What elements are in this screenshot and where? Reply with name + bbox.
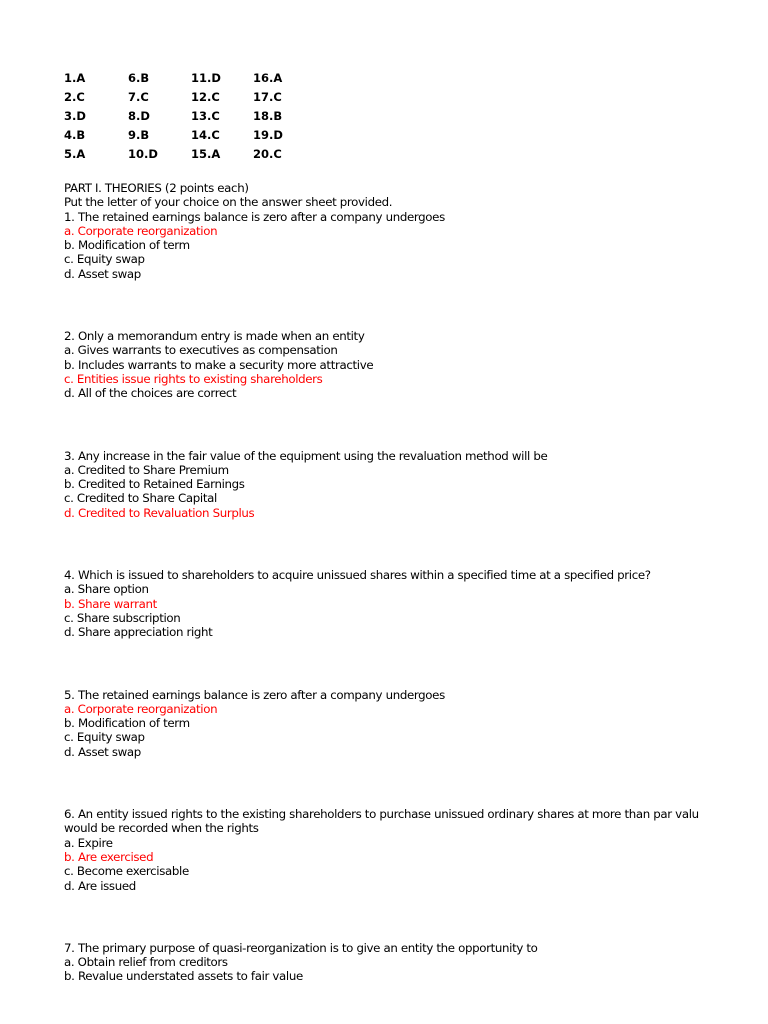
choice: d. Are issued bbox=[64, 878, 136, 893]
choice: c. Equity swap bbox=[64, 252, 145, 267]
correct-choice: c. Entities issue rights to existing shareholders bbox=[64, 371, 323, 386]
question-stem: 7. The primary purpose of quasi-reorganization is to give an entity the opportunity to bbox=[64, 940, 538, 955]
choice: b. Modification of term bbox=[64, 238, 190, 253]
question-2 bbox=[64, 329, 754, 400]
question-stem: 4. Which is issued to shareholders to acquire unissued shares within a specified time at a specified price? bbox=[64, 568, 651, 583]
choice: c. Become exercisable bbox=[64, 864, 189, 879]
question-stem: 6. An entity issued rights to the existing shareholders to purchase unissued ordinary shares at more than par valu bbox=[64, 807, 699, 822]
question-stem: 2. Only a memorandum entry is made when an entity bbox=[64, 329, 365, 344]
correct-choice: d. Credited to Revaluation Surplus bbox=[64, 505, 255, 520]
answer-key-cell: 20.C bbox=[253, 147, 282, 161]
choice: a. Obtain relief from creditors bbox=[64, 955, 228, 970]
answer-key-cell: 16.A bbox=[253, 71, 283, 85]
choice: b. Credited to Retained Earnings bbox=[64, 477, 245, 492]
question-3 bbox=[64, 449, 754, 520]
answer-key-cell: 9.B bbox=[128, 128, 150, 142]
answer-key-cell: 1.A bbox=[64, 71, 86, 85]
correct-choice: a. Corporate reorganization bbox=[64, 701, 218, 716]
choice: a. Share option bbox=[64, 582, 149, 597]
choice: c. Equity swap bbox=[64, 730, 145, 745]
answer-key-cell: 19.D bbox=[253, 128, 283, 142]
choice: a. Gives warrants to executives as compensation bbox=[64, 343, 338, 358]
answer-key-cell: 2.C bbox=[64, 90, 85, 104]
question-5 bbox=[64, 688, 754, 759]
answer-key-cell: 12.C bbox=[191, 90, 220, 104]
answer-key-cell: 11.D bbox=[191, 71, 221, 85]
part-instruction: Put the letter of your choice on the answer sheet provided. bbox=[64, 195, 393, 210]
question-7 bbox=[64, 941, 754, 984]
choice: c. Credited to Share Capital bbox=[64, 491, 217, 506]
choice: d. Asset swap bbox=[64, 744, 141, 759]
choice: a. Expire bbox=[64, 835, 113, 850]
choice: d. Share appreciation right bbox=[64, 625, 213, 640]
question-1 bbox=[64, 210, 754, 281]
question-6 bbox=[64, 807, 754, 893]
exam-content bbox=[64, 68, 754, 984]
answer-key-table bbox=[64, 69, 754, 164]
question-list bbox=[64, 210, 754, 984]
theory-section bbox=[64, 181, 754, 984]
question-stem: would be recorded when the rights bbox=[64, 821, 259, 836]
answer-key-cell: 7.C bbox=[128, 90, 149, 104]
answer-key-cell: 4.B bbox=[64, 128, 86, 142]
answer-key-cell: 8.D bbox=[128, 109, 150, 123]
question-stem: 1. The retained earnings balance is zero after a company undergoes bbox=[64, 209, 445, 224]
choice: d. All of the choices are correct bbox=[64, 386, 237, 401]
answer-key-cell: 10.D bbox=[128, 147, 158, 161]
question-4 bbox=[64, 568, 754, 639]
choice: b. Modification of term bbox=[64, 716, 190, 731]
choice: a. Credited to Share Premium bbox=[64, 462, 229, 477]
answer-key-cell: 15.A bbox=[191, 147, 221, 161]
answer-key-cell: 6.B bbox=[128, 71, 150, 85]
answer-key-cell: 18.B bbox=[253, 109, 283, 123]
question-stem: 5. The retained earnings balance is zero after a company undergoes bbox=[64, 687, 445, 702]
answer-key-cell: 13.C bbox=[191, 109, 220, 123]
answer-key-cell: 17.C bbox=[253, 90, 282, 104]
answer-key-cell: 5.A bbox=[64, 147, 86, 161]
answer-key-cell: 14.C bbox=[191, 128, 220, 142]
question-stem: 3. Any increase in the fair value of the equipment using the revaluation method will be bbox=[64, 448, 548, 463]
correct-choice: b. Are exercised bbox=[64, 849, 154, 864]
correct-choice: b. Share warrant bbox=[64, 596, 157, 611]
choice: b. Revalue understated assets to fair value bbox=[64, 969, 303, 984]
choice: d. Asset swap bbox=[64, 266, 141, 281]
choice: b. Includes warrants to make a security more attractive bbox=[64, 357, 374, 372]
part-title: PART I. THEORIES (2 points each) bbox=[64, 181, 249, 195]
correct-choice: a. Corporate reorganization bbox=[64, 223, 218, 238]
choice: c. Share subscription bbox=[64, 610, 181, 625]
answer-key-cell: 3.D bbox=[64, 109, 86, 123]
